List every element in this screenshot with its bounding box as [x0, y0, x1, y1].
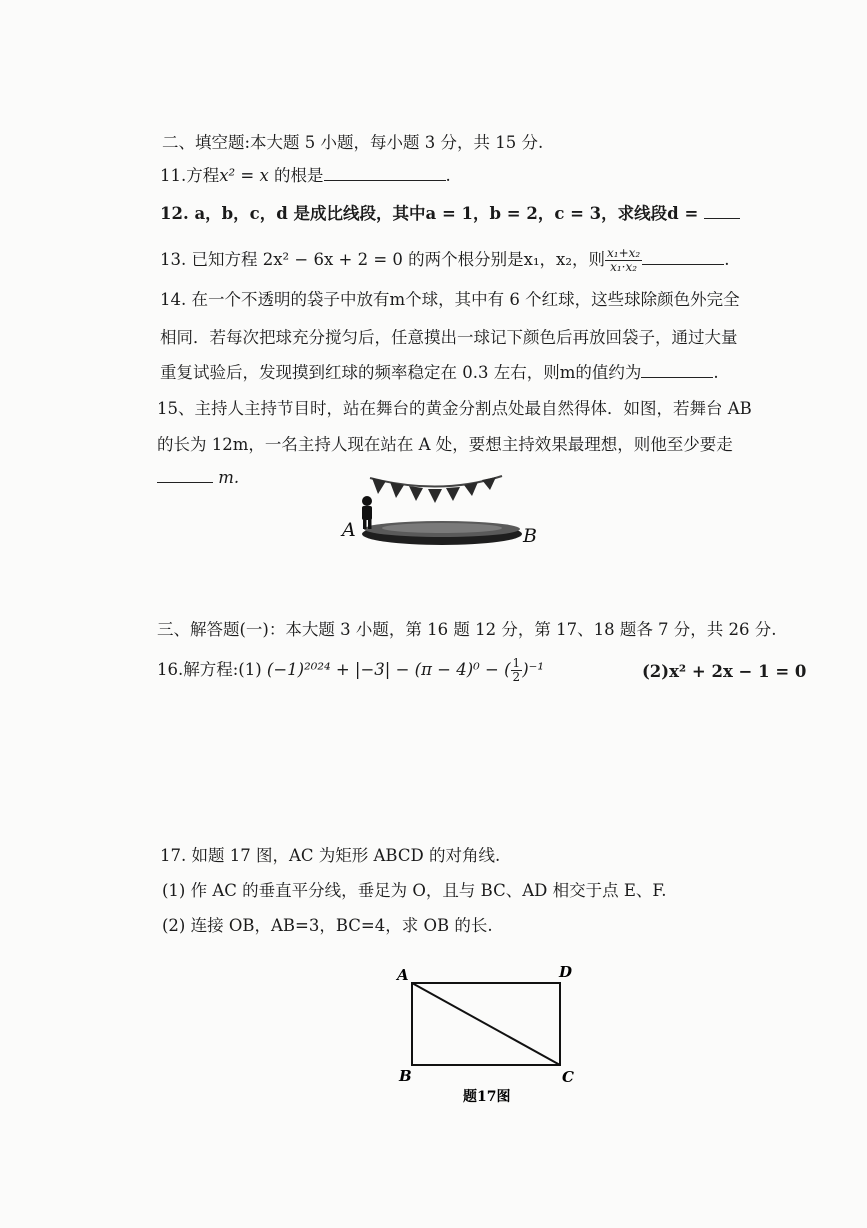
- q16-prefix: 16.解方程:(1): [157, 660, 262, 679]
- q13-frac-numerator: x₁+x₂: [606, 246, 641, 260]
- q11-suffix: 的根是: [274, 166, 324, 185]
- question-15-line-1: 15、主持人主持节目时，站在舞台的黄金分割点处最自然得体．如图，若舞台 AB: [157, 399, 752, 418]
- q11-answer-blank[interactable]: [324, 180, 446, 181]
- q14-answer-blank[interactable]: [641, 377, 713, 378]
- question-14-line-2: 相同．若每次把球充分搅匀后，任意摸出一球记下颜色后再放回袋子，通过大量: [160, 328, 738, 347]
- section-2-header: 二、填空题:本大题 5 小题，每小题 3 分，共 15 分.: [162, 133, 544, 152]
- bunting-string: [370, 476, 502, 487]
- vertex-label-c: C: [562, 1068, 574, 1086]
- question-17-part-2: (2) 连接 OB，AB=3，BC=4，求 OB 的长.: [162, 916, 493, 935]
- stage-label-b: B: [523, 525, 537, 547]
- q16-part-2: (2)x² + 2x − 1 = 0: [642, 662, 807, 681]
- q14-end: .: [713, 363, 719, 382]
- q12-text: 12. a，b，c，d 是成比线段，其中a = 1，b = 2，c = 3，求线段d =: [160, 204, 699, 223]
- question-15-line-3: [157, 467, 239, 489]
- question-13: [160, 247, 729, 274]
- vertex-label-d: D: [559, 963, 573, 981]
- question-16: [157, 657, 544, 684]
- q15-answer-blank[interactable]: [157, 482, 213, 483]
- q13-answer-blank[interactable]: [642, 264, 724, 265]
- q12-answer-blank[interactable]: [704, 218, 740, 219]
- q13-fraction: [605, 247, 642, 274]
- q16-half-numerator: 1: [512, 656, 521, 670]
- question-12: [160, 203, 740, 225]
- q16-half-fraction: [511, 657, 523, 684]
- bunting-flags: [372, 477, 496, 503]
- q16-expression-1: (−1)²⁰²⁴ + |−3| − (π − 4)⁰ − (: [266, 660, 511, 679]
- question-15-line-2: 的长为 12m，一名主持人现在站在 A 处，要想主持效果最理想，则他至少要走: [157, 435, 733, 454]
- stage-label-a: A: [342, 519, 356, 541]
- host-person-icon: [362, 496, 372, 529]
- section-3-header: 三、解答题(一)：本大题 3 小题，第 16 题 12 分，第 17、18 题各 7 分，共 26 分.: [157, 620, 777, 639]
- q11-end: .: [445, 166, 451, 185]
- question-14-line-3: [160, 362, 719, 384]
- rectangle-figure: [385, 958, 585, 1108]
- question-14-line-1: 14. 在一个不透明的袋子中放有m个球，其中有 6 个红球，这些球除颜色外完全: [160, 290, 740, 309]
- q16-half-denominator: 2: [512, 670, 521, 684]
- question-11: [160, 165, 451, 187]
- q16-expression-1-end: )⁻¹: [522, 660, 544, 679]
- stage-figure: [330, 468, 550, 558]
- diagonal-ac: [412, 983, 560, 1065]
- vertex-label-a: A: [397, 966, 409, 984]
- vertex-label-b: B: [399, 1067, 412, 1085]
- q13-end: .: [724, 250, 730, 269]
- q13-prefix: 13. 已知方程 2x² − 6x + 2 = 0 的两个根分别是x₁，x₂，则: [160, 250, 605, 269]
- figure-caption: 题17图: [463, 1089, 511, 1105]
- q13-frac-denominator: x₁·x₂: [610, 260, 638, 274]
- question-17-part-1: (1) 作 AC 的垂直平分线，垂足为 O，且与 BC、AD 相交于点 E、F.: [162, 881, 667, 900]
- q15-unit: m.: [218, 468, 240, 487]
- q11-prefix: 11.方程: [160, 166, 220, 185]
- q11-equation: x² = x: [219, 166, 269, 185]
- question-17-line-1: 17. 如题 17 图，AC 为矩形 ABCD 的对角线.: [160, 846, 501, 865]
- q14-line-3-text: 重复试验后，发现摸到红球的频率稳定在 0.3 左右，则m的值约为: [160, 363, 642, 382]
